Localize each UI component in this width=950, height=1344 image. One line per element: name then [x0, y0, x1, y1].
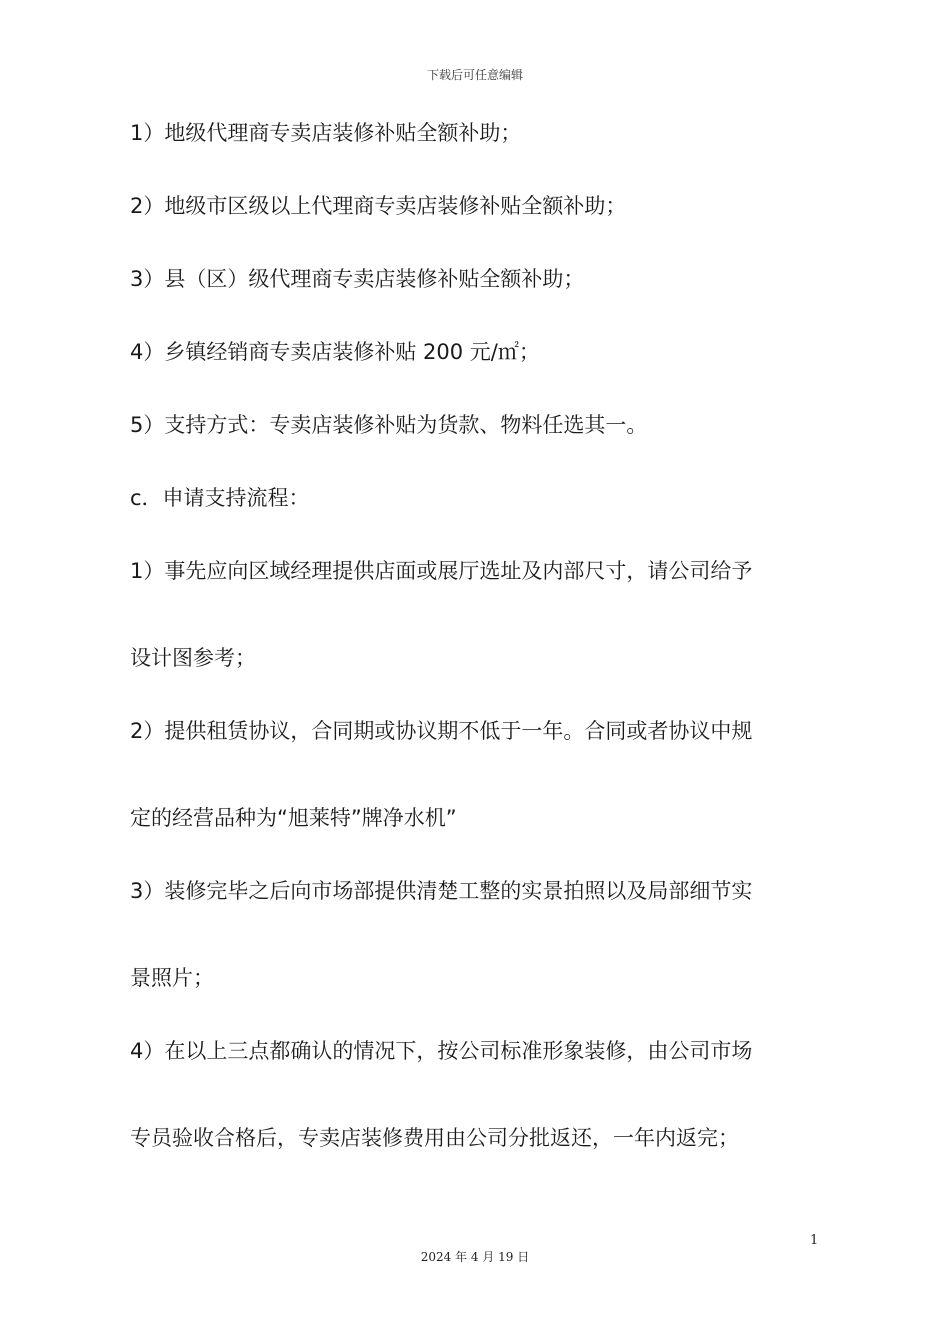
body-line: 2）提供租赁协议，合同期或协议期不低于一年。合同或者协议中规	[130, 719, 753, 743]
footer-date: 2024 年 4 月 19 日	[420, 1250, 530, 1264]
body-line: 2）地级市区级以上代理商专卖店装修补贴全额补助；	[130, 194, 627, 218]
body-line: 5）支持方式：专卖店装修补贴为货款、物料任选其一。	[130, 413, 648, 437]
body-line: 4）在以上三点都确认的情况下，按公司标准形象装修，由公司市场	[130, 1039, 753, 1063]
body-line: 设计图参考；	[130, 646, 256, 670]
page-number: 1	[810, 1233, 819, 1248]
body-line: 4）乡镇经销商专卖店装修补贴 200 元/㎡；	[130, 340, 540, 364]
body-line: 3）县（区）级代理商专卖店装修补贴全额补助；	[130, 267, 585, 291]
body-line: 专员验收合格后，专卖店装修费用由公司分批返还，一年内返完；	[130, 1126, 739, 1150]
body-line: 1）地级代理商专卖店装修补贴全额补助；	[130, 121, 522, 145]
page-header: 下载后可任意编辑	[426, 68, 523, 82]
body-line: 定的经营品种为“旭莱特”牌净水机”	[130, 806, 457, 830]
body-line: 3）装修完毕之后向市场部提供清楚工整的实景拍照以及局部细节实	[130, 879, 753, 903]
body-line: 1）事先应向区域经理提供店面或展厅选址及内部尺寸，请公司给予	[130, 559, 753, 583]
section-heading: c．申请支持流程：	[130, 486, 310, 510]
body-line: 景照片；	[130, 966, 214, 990]
